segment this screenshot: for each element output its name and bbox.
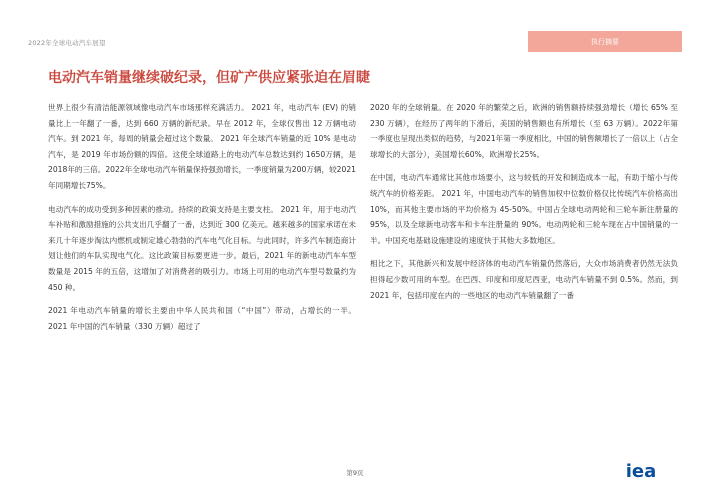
iea-logo [622,460,660,482]
logo-text: iea [625,461,657,482]
paragraph: 电动汽车的成功受到多种因素的推动。持续的政策支持是主要支柱。 2021 年，用于电动汽车补贴和激励措施的公共支出几乎翻了一番，达到近 300 亿美元。越来越多的国家承诺在未来几十年逐步淘汰内燃机或制定雄心勃勃的汽车电气化目标。与此同时，许多汽车制造商计划让他们的车队实现电气化。这比政策目标要更进一步。最后，2021 年的新电动汽车车型数量是 2015 年的五倍，这增加了对消费者的吸引力。市场上可用的电动汽车型号数量约为 450 种。 [48,204,356,292]
paragraph: 2020 年的全球销量。在 2020 年的繁荣之后，欧洲的销售额持续强劲增长（增长 65% 至 230 万辆），在经历了两年的下滑后，美国的销售额也有所增长（至 63 万辆）。2022年第一季度也呈现出类似的趋势，与2021年第一季度相比，中国的销售额增长了一倍以上（占全球增长的大部分），美国增长60%，欧洲增长25%。 [370,103,678,159]
left-column [48,100,356,342]
section-badge: 执行摘要 [528,31,682,52]
report-name: 2022年全球电动汽车展望 [28,39,106,47]
right-column [370,100,678,311]
paragraph: 2021 年电动汽车销量的增长主要由中华人民共和国（“中国”）带动，占增长的一半。 2021 年中国的汽车销量（330 万辆）超过了 [48,306,356,331]
page-number: 第9页 [346,469,364,477]
page-title: 电动汽车销量继续破纪录，但矿产供应紧张迫在眉睫 [48,70,370,86]
paragraph: 相比之下，其他新兴和发展中经济体的电动汽车销量仍然落后，大众市场消费者仍然无法负担得起少数可用的车型。在巴西、印度和印度尼西亚，电动汽车销量不到 0.5%。然而，到 2021 年，包括印度在内的一些地区的电动汽车销量翻了一番 [370,259,678,300]
paragraph: 在中国，电动汽车通常比其他市场要小，这与较低的开发和制造成本一起，有助于缩小与传统汽车的价格差距。 2021 年，中国电动汽车的销售加权中位数价格仅比传统汽车价格高出 10%，而其他主要市场的平均价格为 45-50%。中国占全球电动两轮和三轮车新注册量的 95%，以及全球新电动客车和卡车注册量的 90%。电动两轮和三轮车现在占中国销量的一半。中国充电基础设施建设的速度快于其他大多数地区。 [370,173,678,245]
paragraph: 世界上很少有清洁能源领域像电动汽车市场那样充满活力。 2021 年，电动汽车 (EV) 的销量比上一年翻了一番，达到 660 万辆的新纪录。早在 2012 年，全球仅售出 12 万辆电动汽车。到 2021 年，每周的销量会超过这个数量。 2021 年全球汽车销量的近 10% 是电动汽车，是 2019 年市场份额的四倍。这使全球道路上的电动汽车总数达到约 1650万辆，是2018年的三倍。2022年全球电动汽车销量保持强劲增长，一季度销量为200万辆，较2021年同期增长75%。 [48,103,356,190]
